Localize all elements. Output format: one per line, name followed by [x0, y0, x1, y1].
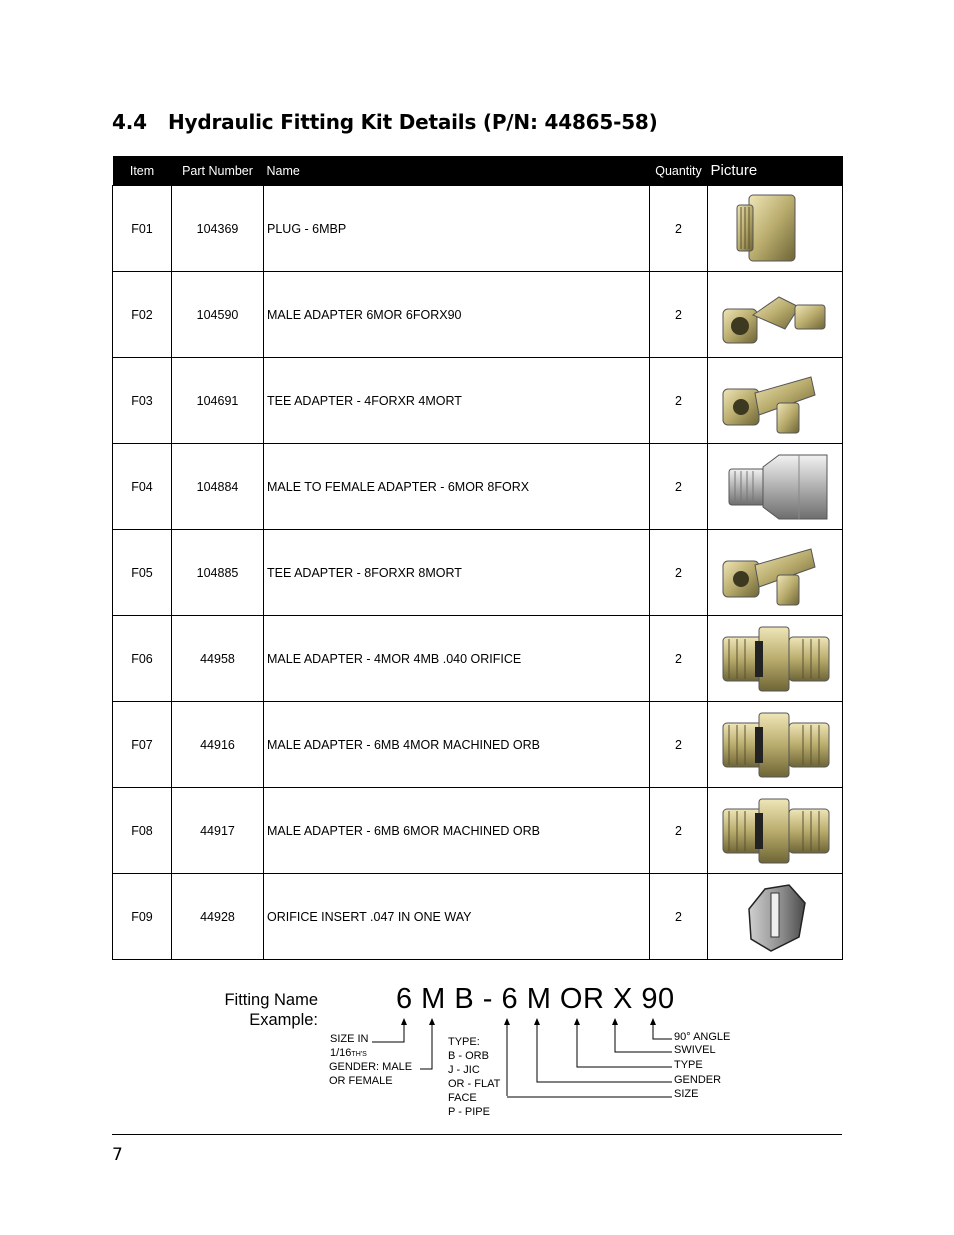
section-number: 4.4	[112, 110, 147, 134]
part-number-cell: 104885	[172, 530, 264, 616]
legend-gender-right: GENDER	[674, 1073, 722, 1086]
page-number: 7	[112, 1145, 123, 1165]
legend-type	[448, 1035, 500, 1119]
name-cell: MALE ADAPTER - 4MOR 4MB .040 ORIFICE	[264, 616, 650, 702]
item-cell: F01	[113, 186, 172, 272]
name-cell: MALE ADAPTER - 6MB 4MOR MACHINED ORB	[264, 702, 650, 788]
quantity-cell: 2	[650, 444, 708, 530]
legend-right	[674, 1031, 730, 1101]
item-cell: F05	[113, 530, 172, 616]
part-number-cell: 104884	[172, 444, 264, 530]
quantity-cell: 2	[650, 530, 708, 616]
legend-type-line: J - JIC	[448, 1064, 480, 1076]
legend-type-line: B - ORB	[448, 1050, 489, 1062]
legend-size-line1: SIZE IN	[330, 1033, 369, 1045]
quantity-cell: 2	[650, 788, 708, 874]
part-number-cell: 104691	[172, 358, 264, 444]
legend-size-line2: 1/16TH'S	[330, 1047, 367, 1059]
name-cell: TEE ADAPTER - 4FORXR 4MORT	[264, 358, 650, 444]
header-picture: Picture	[708, 156, 843, 186]
part-number-cell: 104369	[172, 186, 264, 272]
header-quantity: Quantity	[650, 156, 708, 186]
item-cell: F07	[113, 702, 172, 788]
legend-type-line: TYPE:	[448, 1036, 480, 1048]
item-cell: F04	[113, 444, 172, 530]
name-cell: MALE ADAPTER - 6MB 6MOR MACHINED ORB	[264, 788, 650, 874]
legend-gender	[329, 1060, 412, 1088]
part-number-cell: 44917	[172, 788, 264, 874]
legend-type-line: OR - FLAT	[448, 1078, 501, 1090]
part-number-cell: 44916	[172, 702, 264, 788]
example-label-line2: Example:	[249, 1011, 318, 1029]
legend-angle: 90° ANGLE	[674, 1031, 731, 1043]
section-title: Hydraulic Fitting Kit Details (P/N: 44865-58)	[168, 110, 658, 134]
name-cell: MALE TO FEMALE ADAPTER - 6MOR 8FORX	[264, 444, 650, 530]
item-cell: F09	[113, 874, 172, 960]
part-number-cell: 104590	[172, 272, 264, 358]
footer-rule	[112, 1134, 842, 1135]
legend-type-line: P - PIPE	[448, 1106, 490, 1118]
name-cell: MALE ADAPTER 6MOR 6FORX90	[264, 272, 650, 358]
legend-type-line: FACE	[448, 1092, 477, 1104]
quantity-cell: 2	[650, 702, 708, 788]
item-cell: F06	[113, 616, 172, 702]
quantity-cell: 2	[650, 186, 708, 272]
part-number-cell: 44958	[172, 616, 264, 702]
example-code: 6 M B - 6 M OR X 90	[396, 983, 675, 1015]
name-cell: ORIFICE INSERT .047 IN ONE WAY	[264, 874, 650, 960]
header-item: Item	[113, 156, 172, 186]
legend-size	[330, 1032, 369, 1062]
item-cell: F08	[113, 788, 172, 874]
part-number-cell: 44928	[172, 874, 264, 960]
quantity-cell: 2	[650, 616, 708, 702]
header-name: Name	[264, 156, 650, 186]
legend-type-right: TYPE	[674, 1059, 703, 1071]
legend-gender-line2: OR FEMALE	[329, 1075, 393, 1087]
header-part-number: Part Number	[172, 156, 264, 186]
legend-swivel: SWIVEL	[674, 1043, 716, 1056]
quantity-cell: 2	[650, 358, 708, 444]
quantity-cell: 2	[650, 272, 708, 358]
example-label-line1: Fitting Name	[224, 991, 318, 1009]
name-cell: PLUG - 6MBP	[264, 186, 650, 272]
name-cell: TEE ADAPTER - 8FORXR 8MORT	[264, 530, 650, 616]
quantity-cell: 2	[650, 874, 708, 960]
item-cell: F03	[113, 358, 172, 444]
legend-size-right: SIZE	[674, 1088, 699, 1100]
item-cell: F02	[113, 272, 172, 358]
legend-gender-line1: GENDER: MALE	[329, 1061, 413, 1073]
